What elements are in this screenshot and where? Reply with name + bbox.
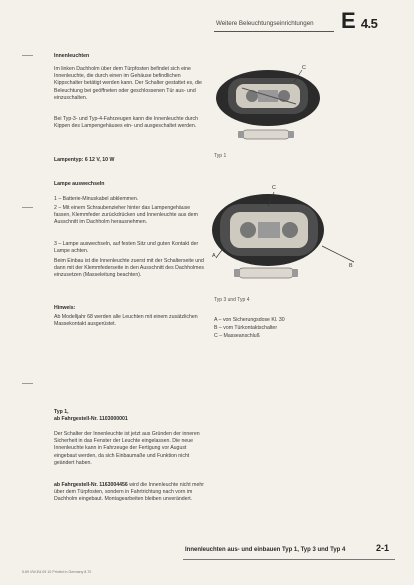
hint-text: Ab Modelljahr 68 werden alle Leuchten mit einem zusätzlichen Massekontakt ausgerüstet. — [54, 314, 198, 328]
step-1: 1 – Batterie-Minuskabel abklemmen. — [54, 196, 139, 202]
margin-mark — [22, 383, 33, 384]
section-code-letter: E — [341, 8, 356, 33]
hint-heading: Hinweis: — [54, 305, 76, 311]
intro-paragraph: Im linken Dachholm über dem Türpfosten befindet sich eine Innenleuchte, die durch einen im Gehäuse befindlichen Kippschalter betätigt werden kann. Der Schalter gestattet es, die Beleuchtung bei geöffneten oder geschlossenen Tür aus- und einzuschalten. — [54, 66, 202, 101]
typ34-paragraph: Bei Typ-3- und Typ-4-Fahrzeugen kann die Innenleuchte durch Kippen des Lampengehäuses ein- und ausgeschaltet werden. — [54, 116, 198, 130]
legend-c: C – Masseanschluß — [214, 333, 260, 339]
legend-b: B – vom Türkontaktschalter — [214, 325, 278, 331]
footer-rule — [183, 559, 395, 560]
figure2-callout-b: B — [349, 263, 353, 269]
typ1-paragraph: Der Schalter der Innenleuchte ist jetzt aus Gründen der inneren Sicherheit in das Fenster der Leuchte eingelassen. Die neue Innenleuchte kann in Fahrzeuge der Fertigung vor August eingebaut werden, da sich Einbaumaße und Funktion nicht geändert haben. — [54, 431, 200, 466]
figure-typ34-photo — [212, 186, 362, 290]
header-title: Weitere Beleuchtungseinrichtungen — [216, 20, 314, 27]
step-2: 2 – Mit einem Schraubenzieher hinter das Lampengehäuse fassen, Klemmfeder zurückdrücken und Innenleuchte aus dem Ausschnitt im Dachholm herausnehmen. — [54, 205, 198, 226]
lamp-type: Lampentyp: 6 12 V, 10 W — [54, 157, 115, 163]
figure2-caption: Typ 3 und Typ 4 — [214, 297, 250, 303]
typ1-chassis-number: ab Fahrgestell-Nr. 1163004456 — [54, 482, 128, 488]
section-code-number: 4.5 — [360, 16, 378, 31]
typ1-paragraph-2 — [54, 482, 204, 504]
page-number: 2-1 — [376, 543, 390, 553]
figure-typ1-photo — [212, 64, 324, 149]
lamp-typ34-illustration — [212, 186, 362, 290]
print-note: 5.69 VW-Ed.09 10 Printed in Germany 8.70 — [22, 570, 92, 574]
section-code — [341, 8, 377, 34]
typ1-heading: Typ 1, — [54, 409, 69, 415]
lamp-typ1-illustration — [212, 64, 324, 149]
figure2-callout-a: A — [212, 253, 216, 259]
header-rule — [214, 31, 334, 32]
figure1-callout-c: C — [302, 65, 306, 71]
install-paragraph: Beim Einbau ist die Innenleuchte zuerst mit der Schalterseite und dann mit der Klemmfederseite in den Ausschnitt des Dachholmes einzusetzen (Masseleitung beachten). — [54, 258, 204, 279]
margin-mark — [22, 55, 33, 56]
legend-a: A – von Sicherungsdose Kl. 30 — [214, 317, 285, 323]
figure2-callout-c: C — [272, 185, 276, 191]
step-3: 3 – Lampe auswechseln, auf festen Sitz und guten Kontakt der Lampe achten. — [54, 241, 199, 255]
typ1-paragraph-2-text: wird die Innenleuchte nicht mehr über dem Türpfosten, sondern in Fahrtrichtung nach vorn im Dachholm eingebaut. Montagearbeiten bleiben unverändert. — [54, 482, 204, 503]
figure1-caption: Typ 1 — [214, 153, 227, 159]
section-heading-lampe-auswechseln: Lampe auswechseln — [54, 181, 105, 187]
typ1-chassis-heading: ab Fahrgestell-Nr. 1103000001 — [54, 416, 128, 422]
footer-title: Innenleuchten aus- und einbauen Typ 1, Typ 3 und Typ 4 — [185, 547, 346, 553]
margin-mark — [22, 207, 33, 208]
section-heading-innenleuchten: Innenleuchten — [54, 53, 90, 59]
